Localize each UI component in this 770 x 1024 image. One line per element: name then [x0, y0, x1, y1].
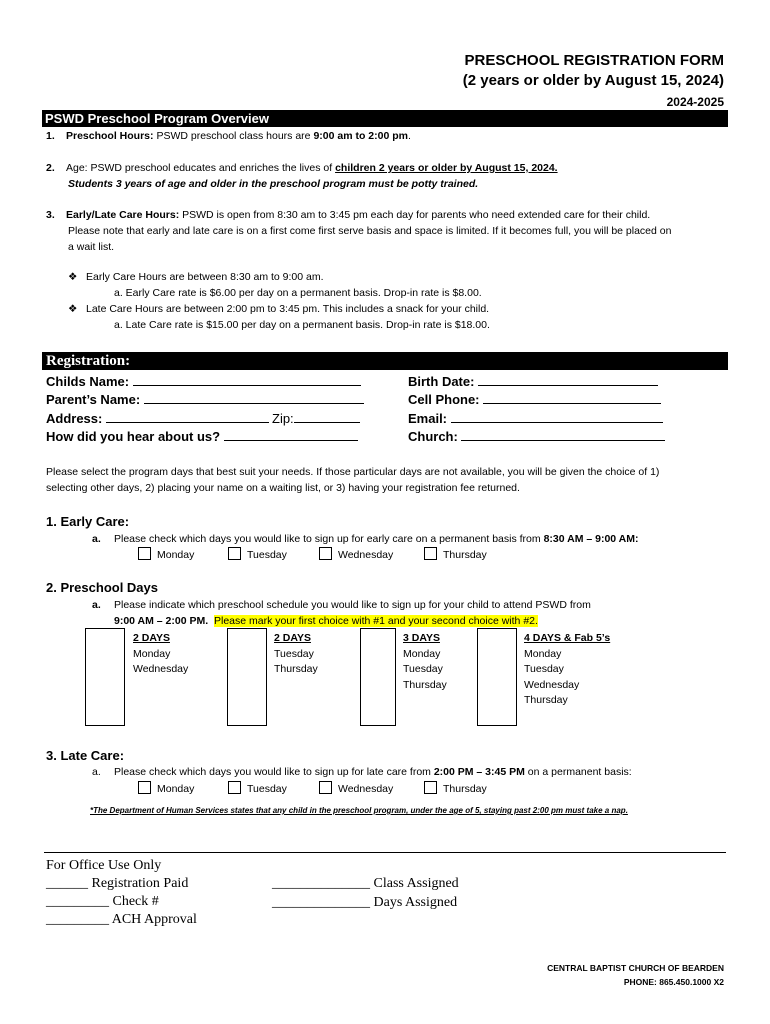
late-care-heading: 3. Late Care: [46, 748, 125, 763]
late-care-monday[interactable]: Monday [138, 781, 194, 795]
parent-name-field[interactable]: Parent’s Name: [46, 391, 364, 407]
late-care-rate: a. Late Care rate is $15.00 per day on a permanent basis. Drop-in rate is $18.00. [114, 319, 490, 331]
how-hear-field[interactable]: How did you hear about us? [46, 428, 358, 444]
footer-church: CENTRAL BAPTIST CHURCH OF BEARDEN [547, 963, 724, 973]
overview-item-3: 3. Early/Late Care Hours: PSWD is open from 8:30 am to 3:45 pm each day for parents who need extended care for their child. [46, 209, 651, 221]
late-care-bullet: ❖ Late Care Hours are between 2:00 pm to 3:45 pm. This includes a snack for your child. [68, 302, 489, 318]
diamond-bullet-icon: ❖ [68, 303, 78, 315]
form-title: PRESCHOOL REGISTRATION FORM [464, 52, 724, 69]
overview-item-1: 1. Preschool Hours: PSWD preschool class hours are 9:00 am to 2:00 pm. [46, 130, 411, 142]
zip-field[interactable]: Zip: [272, 410, 360, 426]
checkbox[interactable] [424, 547, 437, 560]
overview-item-3-line2: Please note that early and late care is on a first come first serve basis and space is limited. If it becomes full, you will be placed on [68, 225, 672, 237]
form-subtitle: (2 years or older by August 15, 2024) [462, 72, 724, 89]
nap-note: *The Department of Human Services states that any child in the preschool program, under the age of 5, staying past 2:00 pm must take a nap. [90, 806, 628, 815]
preschool-days-text: a. Please indicate which preschool schedule you would like to sign up for your child to attend PSWD from [92, 599, 591, 611]
schedule-choice-box-3[interactable] [360, 628, 396, 726]
form-year: 2024-2025 [666, 95, 724, 109]
schedule-option-1: 2 DAYS Monday Wednesday [133, 632, 189, 675]
preschool-days-heading: 2. Preschool Days [46, 580, 158, 595]
early-care-thursday[interactable]: Thursday [424, 547, 487, 561]
office-ach-approval: _________ ACH Approval [46, 912, 197, 927]
office-days-assigned: ______________ Days Assigned [272, 895, 458, 910]
late-care-thursday[interactable]: Thursday [424, 781, 487, 795]
late-care-tuesday[interactable]: Tuesday [228, 781, 287, 795]
divider [44, 852, 726, 853]
schedule-option-2: 2 DAYS Tuesday Thursday [274, 632, 318, 675]
office-title: For Office Use Only [46, 858, 162, 873]
registration-bar: Registration: [42, 352, 728, 370]
instructions-line-2: selecting other days, 2) placing your name on a waiting list, or 3) having your registration fee returned. [46, 482, 520, 494]
church-field[interactable]: Church: [408, 428, 665, 444]
office-class-assigned: ______________ Class Assigned [272, 876, 459, 891]
early-care-bullet: ❖ Early Care Hours are between 8:30 am to 9:00 am. [68, 270, 324, 286]
potty-trained-note: Students 3 years of age and older in the preschool program must be potty trained. [68, 178, 479, 190]
checkbox[interactable] [228, 547, 241, 560]
early-care-heading: 1. Early Care: [46, 514, 130, 529]
choice-highlight: Please mark your first choice with #1 and your second choice with #2. [214, 615, 538, 627]
birth-date-field[interactable]: Birth Date: [408, 373, 658, 389]
office-registration-paid: ______ Registration Paid [46, 876, 189, 891]
schedule-option-3: 3 DAYS Monday Tuesday Thursday [403, 632, 447, 691]
preschool-days-line2: 9:00 AM – 2:00 PM. Please mark your first choice with #1 and your second choice with #2. [114, 615, 538, 627]
early-care-wednesday[interactable]: Wednesday [319, 547, 393, 561]
schedule-choice-box-4[interactable] [477, 628, 517, 726]
diamond-bullet-icon: ❖ [68, 271, 78, 283]
checkbox[interactable] [319, 547, 332, 560]
overview-item-3-line3: a wait list. [68, 241, 115, 253]
email-field[interactable]: Email: [408, 410, 663, 426]
overview-item-2: 2. Age: PSWD preschool educates and enriches the lives of children 2 years or older by August 15, 2024. [46, 162, 558, 174]
checkbox[interactable] [228, 781, 241, 794]
early-care-tuesday[interactable]: Tuesday [228, 547, 287, 561]
early-care-rate: a. Early Care rate is $6.00 per day on a permanent basis. Drop-in rate is $8.00. [114, 287, 482, 299]
child-name-field[interactable]: Childs Name: [46, 373, 361, 389]
checkbox[interactable] [424, 781, 437, 794]
early-care-monday[interactable]: Monday [138, 547, 194, 561]
schedule-choice-box-2[interactable] [227, 628, 267, 726]
office-check: _________ Check # [46, 894, 159, 909]
schedule-choice-box-1[interactable] [85, 628, 125, 726]
late-care-text: a. Please check which days you would like to sign up for late care from 2:00 PM – 3:45 PM on a permanent basis: [92, 766, 632, 778]
overview-bar: PSWD Preschool Program Overview [42, 110, 728, 127]
early-care-text: a. Please check which days you would like to sign up for early care on a permanent basis from 8:30 AM – 9:00 AM: [92, 533, 639, 545]
footer-phone: PHONE: 865.450.1000 X2 [623, 977, 724, 987]
cell-phone-field[interactable]: Cell Phone: [408, 391, 661, 407]
schedule-option-4: 4 DAYS & Fab 5’s Monday Tuesday Wednesday Thursday [524, 632, 611, 706]
checkbox[interactable] [319, 781, 332, 794]
checkbox[interactable] [138, 547, 151, 560]
checkbox[interactable] [138, 781, 151, 794]
instructions-line-1: Please select the program days that best suit your needs. If those particular days are not available, you will be given the choice of 1) [46, 466, 660, 478]
late-care-wednesday[interactable]: Wednesday [319, 781, 393, 795]
address-field[interactable]: Address: [46, 410, 269, 426]
